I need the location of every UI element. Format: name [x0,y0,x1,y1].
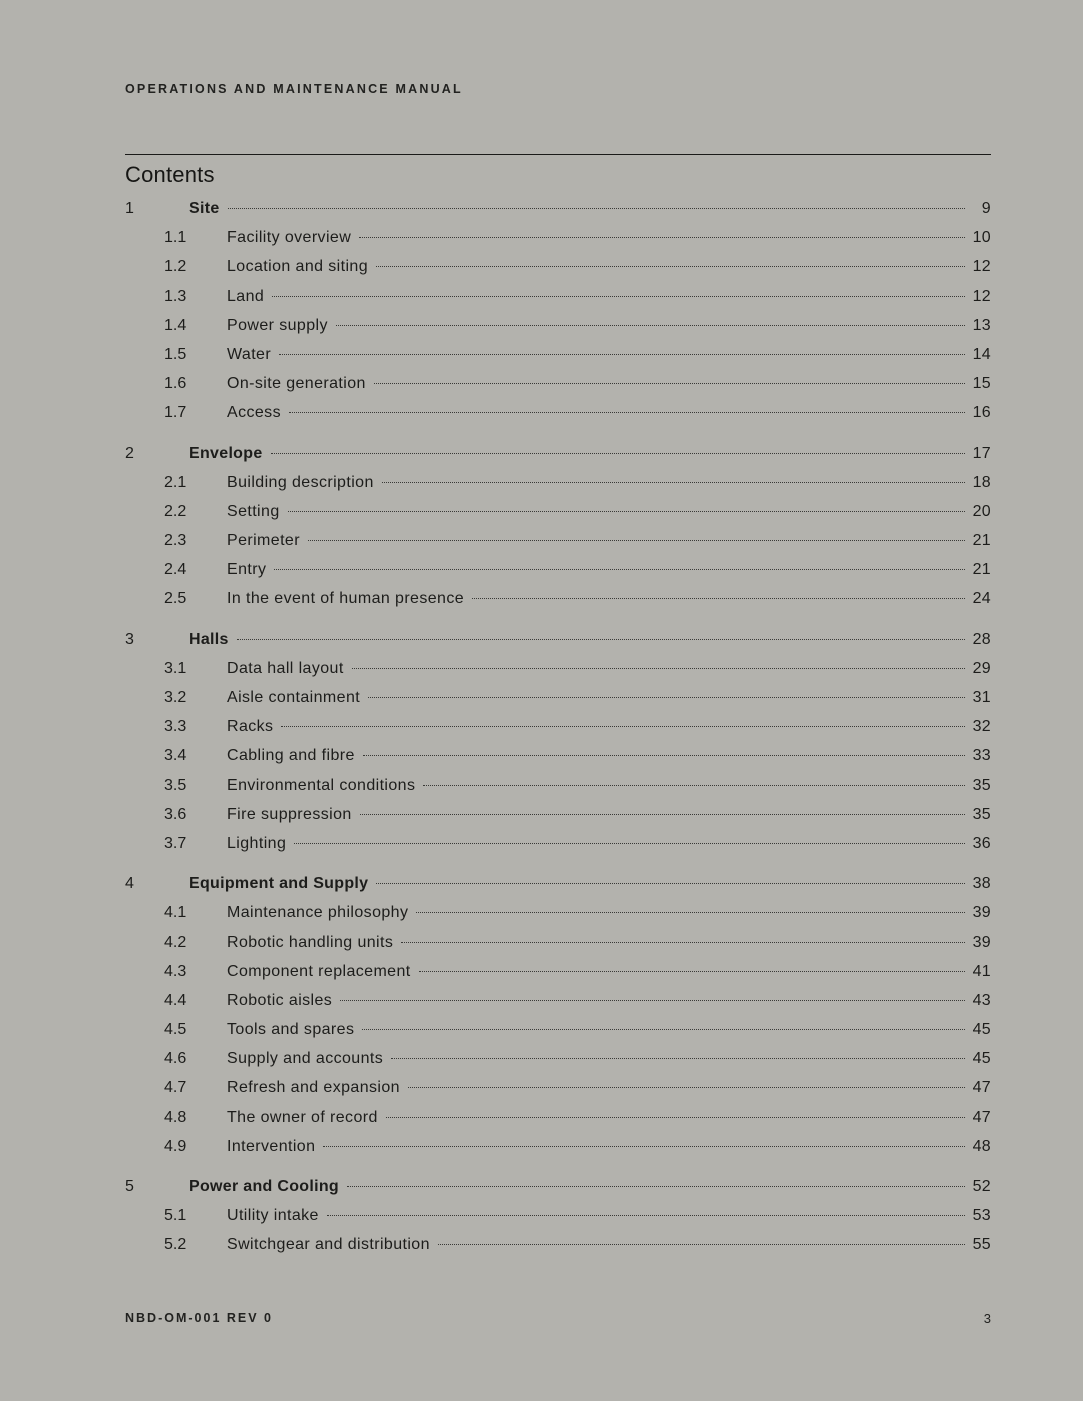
subsection-number: 2.5 [164,590,187,608]
dot-leader [376,266,965,267]
subsection-title: Robotic aisles [227,991,333,1009]
section-page-number: 17 [972,444,991,462]
subsection-title: Racks [227,718,274,736]
dot-leader [472,598,965,599]
subsection-title: Cabling and fibre [227,747,355,765]
subsection-page-number: 12 [972,258,991,276]
subsection-page-number: 31 [972,689,991,706]
toc-subsection-row[interactable] [125,229,991,258]
section-page-number: 38 [972,875,991,893]
contents-title: Contents [125,162,215,187]
subsection-number: 3.2 [164,689,187,706]
subsection-number: 4.8 [164,1108,187,1126]
subsection-page-number: 16 [972,404,991,422]
subsection-number: 3.5 [164,776,187,794]
dot-leader [401,942,964,943]
subsection-number: 4.4 [164,991,187,1009]
toc-subsection-row[interactable] [125,474,991,503]
toc-subsection-row[interactable] [125,660,991,689]
subsection-number: 1.2 [164,258,187,276]
dot-leader [438,1244,965,1245]
toc-subsection-row[interactable] [125,1138,991,1167]
subsection-page-number: 33 [972,747,991,765]
toc-subsection-row[interactable] [125,317,991,346]
dot-leader [416,912,964,913]
toc-subsection-row[interactable] [125,532,991,561]
dot-leader [386,1117,965,1118]
document-code: NBD-OM-001 REV 0 [125,1311,273,1325]
section-page-number: 52 [972,1178,991,1195]
subsection-number: 1.5 [164,345,187,363]
subsection-title: Switchgear and distribution [227,1236,430,1254]
toc-section-row[interactable] [125,445,991,474]
section-number: 1 [125,200,134,217]
subsection-number: 3.7 [164,834,187,852]
subsection-title: Lighting [227,834,287,852]
toc-section-row[interactable] [125,1178,991,1207]
dot-leader [327,1215,965,1216]
subsection-title: Tools and spares [227,1021,355,1039]
subsection-title: Building description [227,473,374,491]
subsection-number: 5.2 [164,1236,187,1254]
toc-subsection-row[interactable] [125,1079,991,1108]
subsection-title: Data hall layout [227,659,344,677]
dot-leader [271,453,965,454]
toc-subsection-row[interactable] [125,1236,991,1265]
subsection-page-number: 41 [972,962,991,980]
subsection-page-number: 20 [972,502,991,520]
subsection-number: 4.3 [164,962,187,980]
subsection-title: Aisle containment [227,689,361,706]
subsection-number: 4.9 [164,1137,187,1155]
toc-subsection-row[interactable] [125,904,991,933]
subsection-title: Land [227,287,265,305]
toc-subsection-row[interactable] [125,258,991,287]
subsection-page-number: 35 [972,805,991,823]
subsection-title: Location and siting [227,258,369,276]
toc-section-row[interactable] [125,200,991,229]
subsection-number: 1.1 [164,229,187,247]
section-title: Equipment and Supply [189,875,369,893]
toc-subsection-row[interactable] [125,777,991,806]
dot-leader [274,569,964,570]
page-number: 3 [983,1311,991,1326]
subsection-title: Refresh and expansion [227,1079,400,1097]
subsection-title: Setting [227,502,280,520]
subsection-title: Fire suppression [227,805,352,823]
toc-subsection-row[interactable] [125,806,991,835]
dot-leader [294,843,964,844]
subsection-page-number: 39 [972,933,991,951]
subsection-page-number: 53 [972,1207,991,1225]
toc-subsection-row[interactable] [125,1021,991,1050]
toc-subsection-row[interactable] [125,718,991,747]
toc-subsection-row[interactable] [125,835,991,864]
dot-leader [374,383,965,384]
section-number: 2 [125,444,134,462]
subsection-title: The owner of record [227,1108,378,1126]
section-page-number: 9 [981,200,991,217]
subsection-number: 4.6 [164,1050,187,1068]
subsection-number: 3.3 [164,718,187,736]
section-title: Envelope [189,444,263,462]
subsection-page-number: 36 [972,834,991,852]
toc-subsection-row[interactable] [125,1109,991,1138]
subsection-number: 4.5 [164,1021,187,1039]
dot-leader [360,814,965,815]
subsection-title: On-site generation [227,375,366,393]
subsection-title: Utility intake [227,1207,319,1225]
running-header: OPERATIONS AND MAINTENANCE MANUAL [125,82,463,96]
dot-leader [391,1058,964,1059]
dot-leader [308,540,965,541]
dot-leader [237,639,965,640]
toc-subsection-row[interactable] [125,503,991,532]
subsection-page-number: 55 [972,1236,991,1254]
subsection-title: Entry [227,561,267,579]
toc-subsection-row[interactable] [125,963,991,992]
subsection-title: Water [227,345,272,363]
subsection-page-number: 32 [972,718,991,736]
dot-leader [359,237,964,238]
section-title: Site [189,200,220,217]
toc-subsection-row[interactable] [125,590,991,619]
subsection-title: In the event of human presence [227,590,465,608]
subsection-title: Component replacement [227,962,411,980]
dot-leader [362,1029,964,1030]
subsection-title: Power supply [227,316,328,334]
subsection-number: 3.6 [164,805,187,823]
subsection-number: 1.4 [164,316,187,334]
subsection-title: Environmental conditions [227,776,416,794]
subsection-page-number: 45 [972,1021,991,1039]
subsection-page-number: 24 [972,590,991,608]
subsection-number: 2.3 [164,532,187,550]
subsection-number: 2.4 [164,561,187,579]
subsection-page-number: 12 [972,287,991,305]
toc-subsection-row[interactable] [125,992,991,1021]
subsection-page-number: 47 [972,1079,991,1097]
subsection-title: Robotic handling units [227,933,394,951]
subsection-title: Intervention [227,1137,316,1155]
subsection-number: 5.1 [164,1207,187,1225]
subsection-title: Supply and accounts [227,1050,384,1068]
subsection-number: 3.4 [164,747,187,765]
subsection-number: 1.3 [164,287,187,305]
dot-leader [272,296,964,297]
toc-subsection-row[interactable] [125,1050,991,1079]
toc-subsection-row[interactable] [125,561,991,590]
toc-subsection-row[interactable] [125,747,991,776]
section-page-number: 28 [972,630,991,648]
subsection-page-number: 14 [972,345,991,363]
dot-leader [228,208,965,209]
dot-leader [288,511,965,512]
dot-leader [363,755,965,756]
subsection-page-number: 13 [972,316,991,334]
dot-leader [340,1000,964,1001]
subsection-number: 1.6 [164,375,187,393]
subsection-page-number: 48 [972,1137,991,1155]
subsection-title: Maintenance philosophy [227,904,409,922]
subsection-page-number: 29 [972,659,991,677]
subsection-page-number: 10 [972,229,991,247]
section-number: 3 [125,630,134,648]
subsection-page-number: 21 [972,561,991,579]
dot-leader [419,971,965,972]
dot-leader [336,325,965,326]
dot-leader [376,883,964,884]
subsection-number: 2.1 [164,473,187,491]
subsection-page-number: 15 [972,375,991,393]
toc-subsection-row[interactable] [125,288,991,317]
subsection-page-number: 39 [972,904,991,922]
subsection-number: 4.7 [164,1079,187,1097]
subsection-number: 2.2 [164,502,187,520]
table-of-contents [125,200,991,1266]
dot-leader [279,354,965,355]
subsection-title: Facility overview [227,229,352,247]
subsection-page-number: 35 [972,776,991,794]
subsection-page-number: 18 [972,473,991,491]
section-title: Halls [189,630,229,648]
subsection-number: 4.2 [164,933,187,951]
toc-subsection-row[interactable] [125,1207,991,1236]
subsection-page-number: 47 [972,1108,991,1126]
dot-leader [323,1146,964,1147]
toc-subsection-row[interactable] [125,375,991,404]
header-rule [125,154,991,155]
subsection-number: 1.7 [164,404,187,422]
dot-leader [423,785,964,786]
toc-subsection-row[interactable] [125,689,991,718]
toc-section-row[interactable] [125,631,991,660]
toc-section-row[interactable] [125,875,991,904]
dot-leader [368,697,965,698]
toc-subsection-row[interactable] [125,346,991,375]
subsection-page-number: 45 [972,1050,991,1068]
subsection-number: 4.1 [164,904,187,922]
toc-subsection-row[interactable] [125,404,991,433]
dot-leader [352,668,965,669]
dot-leader [281,726,964,727]
dot-leader [382,482,965,483]
section-title: Power and Cooling [189,1178,339,1195]
subsection-title: Access [227,404,281,422]
subsection-number: 3.1 [164,659,187,677]
subsection-page-number: 43 [972,991,991,1009]
section-number: 5 [125,1178,134,1195]
dot-leader [289,412,965,413]
section-number: 4 [125,875,134,893]
dot-leader [347,1186,965,1187]
subsection-page-number: 21 [972,532,991,550]
subsection-title: Perimeter [227,532,300,550]
dot-leader [408,1087,965,1088]
toc-subsection-row[interactable] [125,934,991,963]
